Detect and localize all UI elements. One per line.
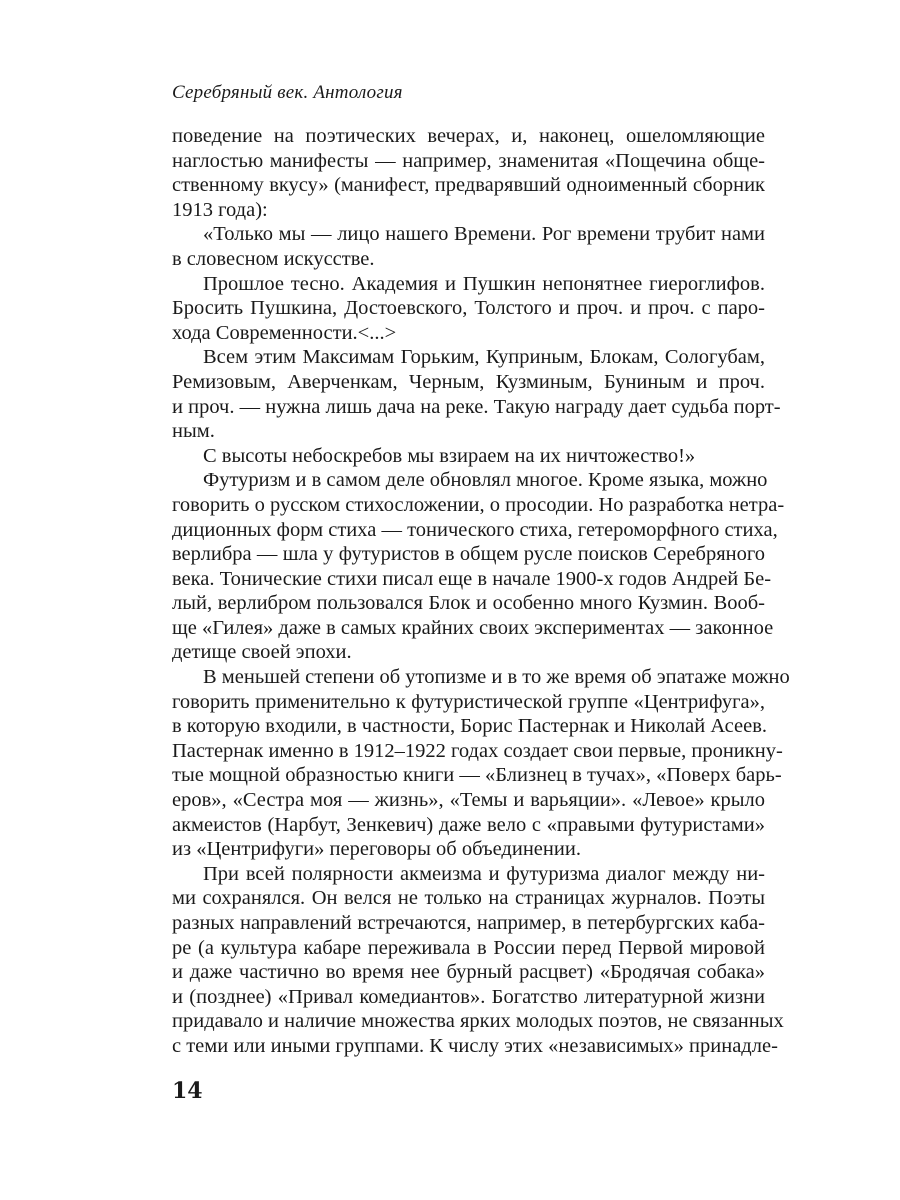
text-line: из «Центрифуги» переговоры об объединении. [172, 838, 581, 861]
text-line: Пастернак именно в 1912–1922 годах создает свои первые, проникну- [172, 739, 783, 762]
text-line: ным. [172, 420, 215, 443]
text-line: в словесном искусстве. [172, 247, 375, 270]
text-line: детище своей эпохи. [172, 641, 352, 664]
text-line: лый, верлибром пользовался Блок и особенно много Кузмин. Вооб- [172, 592, 765, 615]
text-line: и даже частично во время нее бурный расцвет) «Бродячая собака» [172, 961, 765, 984]
text-line: тые мощной образностью книги — «Близнец в тучах», «Поверх барь- [172, 764, 782, 787]
text-line: поведение на поэтических вечерах, и, наконец, ошеломляющие [172, 125, 765, 147]
text-line: С высоты небоскребов мы взираем на их ничтожество!» [203, 444, 696, 467]
text-line: с теми или иными группами. К числу этих «независимых» принадле- [172, 1034, 778, 1057]
body-text [172, 124, 790, 1059]
text-line: В меньшей степени об утопизме и в то же время об эпатаже можно [203, 666, 790, 689]
text-line: придавало и наличие множества ярких молодых поэтов, не связанных [172, 1010, 784, 1033]
text-line: 1913 года): [172, 198, 268, 221]
text-line: Футуризм и в самом деле обновлял многое. Кроме языка, можно [203, 469, 768, 492]
text-line: Ремизовым, Аверченкам, Черным, Кузминым, Буниным и проч. [172, 370, 765, 393]
text-line: еров», «Сестра моя — жизнь», «Темы и варьяции». «Левое» крыло [172, 789, 765, 812]
text-line: и (позднее) «Привал комедиантов». Богатство литературной жизни [172, 985, 765, 1008]
text-line: ми сохранялся. Он велся не только на страницах журналов. Поэты [172, 887, 765, 910]
running-head: Серебряный век. Антология [172, 82, 403, 103]
text-line: ре (а культура кабаре переживала в России перед Первой мировой [172, 936, 765, 959]
text-line: хода Современности.<...> [172, 321, 397, 344]
text-line: в которую входили, в частности, Борис Пастернак и Николай Асеев. [172, 715, 768, 738]
text-line: ще «Гилея» даже в самых крайних своих экспериментах — законное [172, 616, 774, 639]
text-line: верлибра — шла у футуристов в общем русле поисков Серебряного [172, 543, 765, 566]
text-line: говорить о русском стихосложении, о просодии. Но разработка нетра- [172, 493, 785, 516]
text-line: разных направлений встречаются, например, в петербургских каба- [172, 912, 765, 934]
text-line: При всей полярности акмеизма и футуризма диалог между ни- [203, 862, 765, 885]
text-line: Бросить Пушкина, Достоевского, Толстого и проч. и проч. с паро- [172, 297, 765, 320]
text-line: и проч. — нужна лишь дача на реке. Такую награду дает судьба порт- [172, 395, 781, 418]
text-line: наглостью манифесты — например, знаменитая «Пощечина обще- [172, 149, 765, 172]
text-line: говорить применительно к футуристической группе «Центрифуга», [172, 690, 765, 713]
text-line: ственному вкусу» (манифест, предварявший одноименный сборник [172, 174, 765, 197]
text-line: диционных форм стиха — тонического стиха, гетероморфного стиха, [172, 518, 778, 541]
text-line: Всем этим Максимам Горьким, Куприным, Блокам, Сологубам, [203, 346, 765, 369]
text-line: «Только мы — лицо нашего Времени. Рог времени трубит нами [203, 223, 765, 246]
text-line: акмеистов (Нарбут, Зенкевич) даже вело с «правыми футуристами» [172, 813, 765, 836]
page-number: 14 [172, 1078, 203, 1104]
text-line: века. Тонические стихи писал еще в начале 1900-х годов Андрей Бе- [172, 567, 772, 590]
text-line: Прошлое тесно. Академия и Пушкин непонятнее гиероглифов. [203, 272, 765, 295]
